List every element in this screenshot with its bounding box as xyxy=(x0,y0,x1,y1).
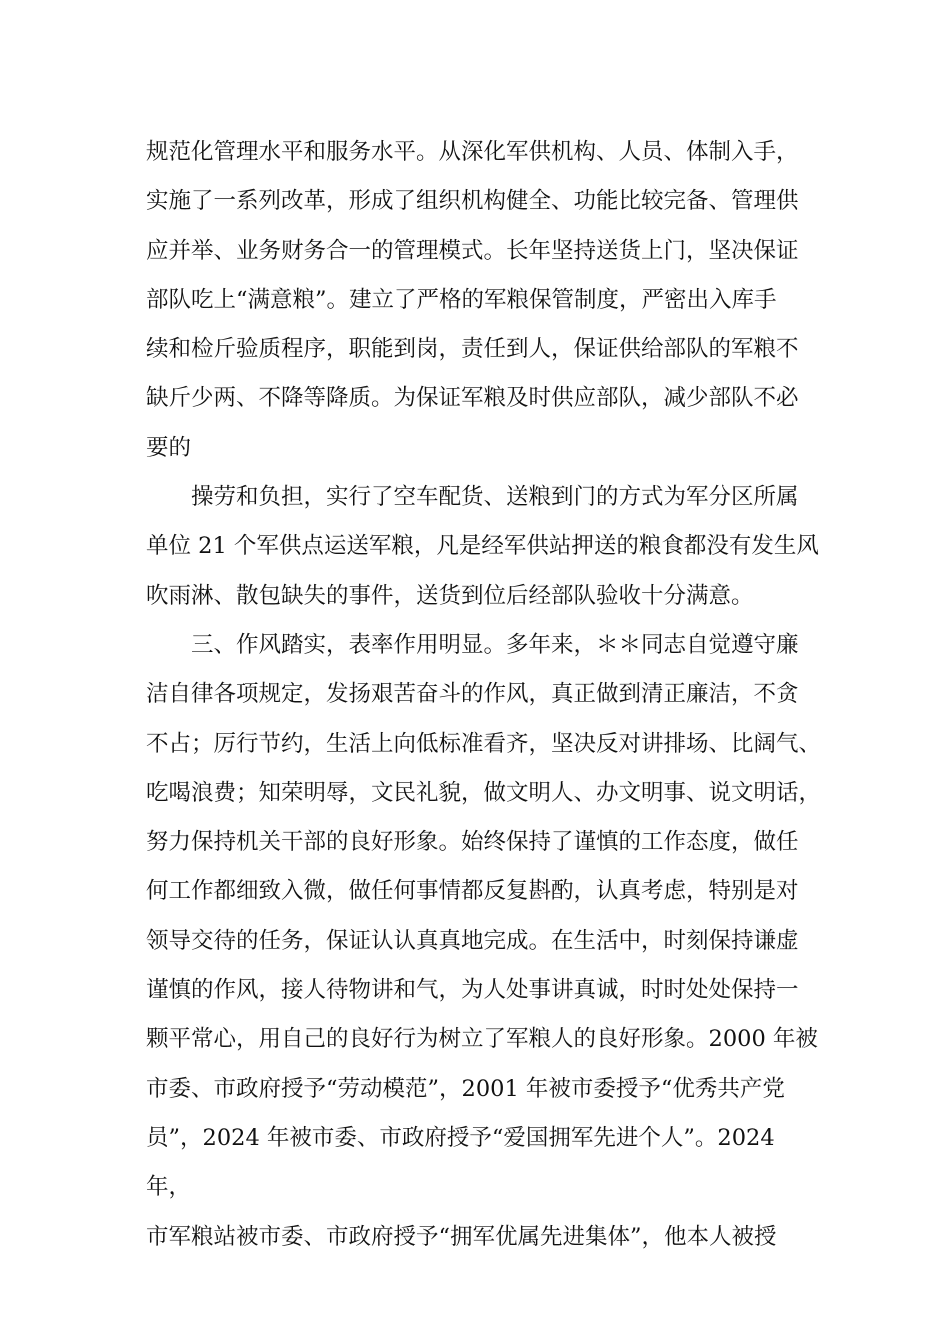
paragraph-3: 三、作风踏实，表率作用明显。多年来，＊＊同志自觉遵守廉 洁自律各项规定，发扬艰苦奋斗的作风，真正做到清正廉洁，不贪 不占；厉行节约，生活上向低标准看齐，坚决反对讲排场、比阔气、 吃喝浪费；知荣明辱，文民礼貌，做文明人、办文明事、说文明话， 努力保持机关干部的良好形象。始终保持了谨慎的工作态度，做任 何工作都细致入微，做任何事情都反复斟酌，认真考虑，特别是对 领导交待的任务，保证认认真真地完成。在生活中，时刻保持谦虚 谨慎的作风，接人待物讲和气，为人处事讲真诚，时时处处保持一 颗平常心，用自己的良好行为树立了军粮人的良好形象。2000 年被 市委、市政府授予“劳动模范”，2001 年被市委授予“优秀共产党 员”，2024 年被市委、市政府授予“爱国拥军先进个人”。2024 年， 市军粮站被市委、市政府授予“拥军优属先进集体”，他本人被授 xyxy=(146,631,822,1250)
paragraph-2: 操劳和负担，实行了空车配货、送粮到门的方式为军分区所属 单位 21 个军供点运送军粮，凡是经军供站押送的粮食都没有发生风 吹雨淋、散包缺失的事件，送货到位后经部队验收十分满意。 xyxy=(146,484,819,609)
document-body xyxy=(146,128,826,1262)
paragraph-1: 规范化管理水平和服务水平。从深化军供机构、人员、体制入手， 实施了一系列改革，形成了组织机构健全、功能比较完备、管理供 应并举、业务财务合一的管理模式。长年坚持送货上门，坚决保证 部队吃上“满意粮”。建立了严格的军粮保管制度，严密出入库手 续和检斤验质程序，职能到岗，责任到人，保证供给部队的军粮不 缺斤少两、不降等降质。为保证军粮及时供应部队，减少部队不必 要的 xyxy=(146,139,799,461)
